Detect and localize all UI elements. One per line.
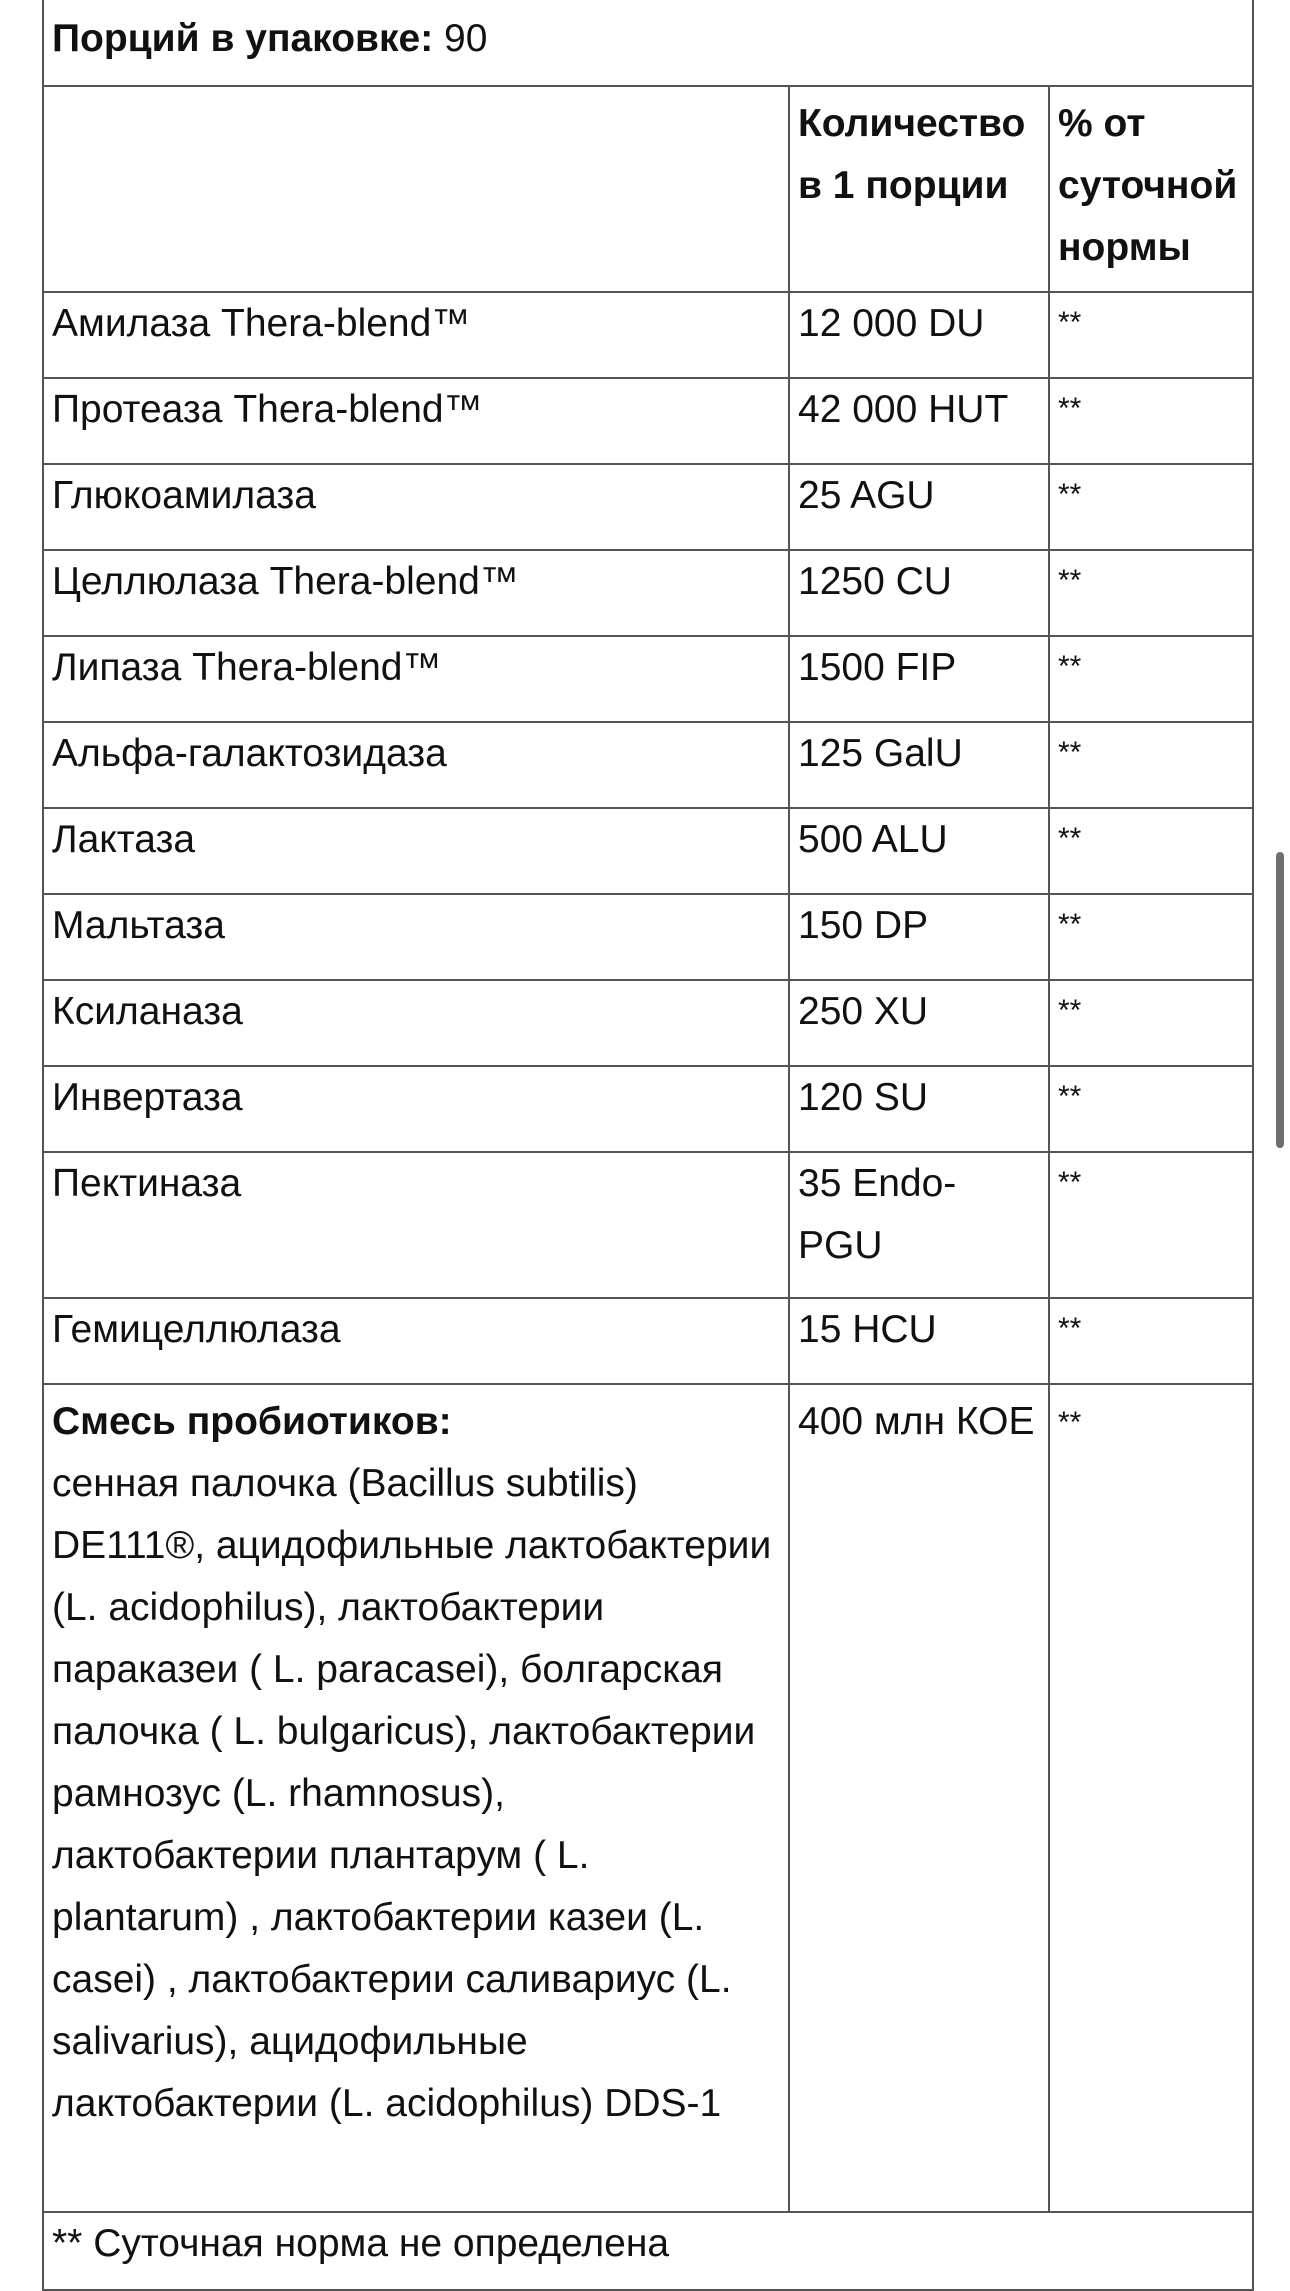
ingredient-daily: ** [1049, 1066, 1253, 1152]
ingredient-amount: 250 XU [789, 980, 1049, 1066]
ingredient-amount: 125 GalU [789, 722, 1049, 808]
ingredient-name: Пектиназа [43, 1152, 789, 1298]
ingredient-amount: 1500 FIP [789, 636, 1049, 722]
servings-value: 90 [444, 17, 488, 60]
table-row [43, 378, 1253, 464]
ingredient-daily: ** [1049, 722, 1253, 808]
probiotic-blend-amount: 400 млн КОЕ [789, 1384, 1049, 2212]
table-row [43, 636, 1253, 722]
table-row [43, 1152, 1253, 1298]
probiotic-blend-row [43, 1384, 1253, 2212]
ingredient-amount: 42 000 HUT [789, 378, 1049, 464]
ingredient-name: Ксиланаза [43, 980, 789, 1066]
ingredient-name: Лактаза [43, 808, 789, 894]
header-row [43, 86, 1253, 292]
ingredient-daily: ** [1049, 550, 1253, 636]
probiotic-blend-description: сенная палочка (Bacillus subtilis) DE111®, ацидофильные лактобактерии (L. acidophilus), лактобактерии параказеи ( L. paracasei), болгарская палочка ( L. bulgaricus), лактобактерии рамнозус (L. rhamnosus), лактобактерии плантарум ( L. plantarum) , лактобактерии казеи (L. casei) , лактобактерии саливариус (L. salivarius), ацидофильные лактобактерии (L. acidophilus) DDS-1 [52, 1462, 772, 2125]
ingredient-amount: 15 HCU [789, 1298, 1049, 1384]
ingredient-daily: ** [1049, 1298, 1253, 1384]
ingredient-name: Амилаза Thera-blend™ [43, 292, 789, 378]
ingredient-rows [43, 292, 1253, 1384]
ingredient-daily: ** [1049, 636, 1253, 722]
ingredient-name: Гемицеллюлаза [43, 1298, 789, 1384]
table-row [43, 1066, 1253, 1152]
ingredient-daily: ** [1049, 1152, 1253, 1298]
table-row [43, 894, 1253, 980]
ingredient-name: Глюкоамилаза [43, 464, 789, 550]
ingredient-daily: ** [1049, 464, 1253, 550]
table-row [43, 1298, 1253, 1384]
ingredient-daily: ** [1049, 378, 1253, 464]
servings-row [43, 0, 1253, 86]
servings-label: Порций в упаковке: [52, 17, 434, 60]
page-scrollbar[interactable] [1276, 852, 1284, 1148]
table-row [43, 292, 1253, 378]
header-daily: % от суточной нормы [1049, 86, 1253, 292]
ingredient-amount: 500 ALU [789, 808, 1049, 894]
ingredient-daily: ** [1049, 894, 1253, 980]
ingredient-name: Мальтаза [43, 894, 789, 980]
probiotic-blend-daily: ** [1049, 1384, 1253, 2212]
ingredient-daily: ** [1049, 292, 1253, 378]
table-row [43, 808, 1253, 894]
ingredient-daily: ** [1049, 808, 1253, 894]
ingredient-amount: 35 Endo-PGU [789, 1152, 1049, 1298]
ingredient-name: Альфа-галактозидаза [43, 722, 789, 808]
servings-cell [43, 0, 1253, 86]
table-row [43, 980, 1253, 1066]
ingredient-amount: 150 DP [789, 894, 1049, 980]
ingredient-amount: 120 SU [789, 1066, 1049, 1152]
ingredient-daily: ** [1049, 980, 1253, 1066]
footnote: ** Суточная норма не определена [43, 2212, 1253, 2290]
header-name [43, 86, 789, 292]
ingredient-amount: 25 AGU [789, 464, 1049, 550]
probiotic-blend-title: Смесь пробиотиков: [52, 1400, 452, 1443]
probiotic-blend-name [43, 1384, 789, 2212]
ingredient-name: Липаза Thera-blend™ [43, 636, 789, 722]
supplement-facts [42, 0, 1252, 2291]
ingredient-name: Инвертаза [43, 1066, 789, 1152]
ingredient-name: Целлюлаза Thera-blend™ [43, 550, 789, 636]
ingredient-amount: 12 000 DU [789, 292, 1049, 378]
table-row [43, 550, 1253, 636]
footnote-row [43, 2212, 1253, 2290]
ingredient-name: Протеаза Thera-blend™ [43, 378, 789, 464]
table-row [43, 722, 1253, 808]
supplement-facts-table [42, 0, 1254, 2291]
ingredient-amount: 1250 CU [789, 550, 1049, 636]
header-amount: Количество в 1 порции [789, 86, 1049, 292]
table-row [43, 464, 1253, 550]
